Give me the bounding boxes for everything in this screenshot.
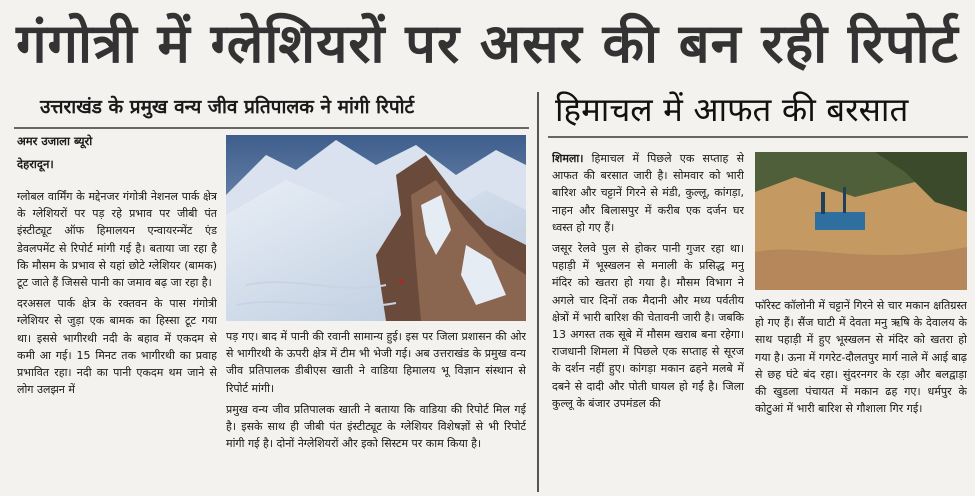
paragraph-text: हिमाचल में पिछले एक सप्ताह से आफत की बरसात जारी है। सोमवार को भारी बारिश और चट्टानें गिरने से मंडी, कुल्लू, कांगड़ा, नाहन और बिलासपुर में करीब एक दर्जन घर ध्वस्त हो गए हैं।: [552, 152, 744, 234]
paragraph: दरअसल पार्क क्षेत्र के रक्तवन के पास गंगोत्री ग्लेशियर से जुड़ा एक बामक का हिस्सा टूट गया था। इससे भागीरथी नदी के बहाव में एकदम से कमी आ गई। 15 मिनट तक भागीरथी का प्रवाह प्रभावित रहा। नदी का पानी एकदम थम जाने से लोग उलझन में: [17, 297, 217, 397]
dateline: देहरादून।: [17, 157, 54, 171]
column-divider: [537, 92, 539, 492]
paragraph: ग्लोबल वार्मिंग के मद्देनजर गंगोत्री नेशनल पार्क क्षेत्र के ग्लेशियरों पर पड़ रहे प्रभाव पर जीबी पंत इंस्टीट्यूट ऑफ हिमालयन एन्वायरन्मेंट एंड डेवलपमेंट से रिपोर्ट मांगी गई है। बताया जा रहा है कि मौसम के प्रभाव से यहां छोटे ग्लेशियर (बामक) टूट जाते हैं जिससे पानी का जमाव बढ़ जा रहा है।: [17, 190, 217, 290]
byline: अमर उजाला ब्यूरो: [17, 134, 93, 148]
story1-subheadline: उत्तराखंड के प्रमुख वन्य जीव प्रतिपालक ने मांगी रिपोर्ट: [40, 96, 415, 118]
paragraph: जसूर रेलवे पुल से होकर पानी गुजर रहा था। पहाड़ी में भूस्खलन से मनाली के प्रसिद्ध मनु मंदिर को खतरा हो गया है। मौसम विभाग ने अगले चार दिनों तक मैदानी और मध्य पर्वतीय क्षेत्रों में भारी बारिश की चेतावनी जारी है। जबकि 13 अगस्त तक सूबे में मौसम खराब बना रहेगा। राजधानी शिमला में पिछले एक सप्ताह से सूरज के दर्शन नहीं हुए। कांगड़ा मकान ढहने मलबे में दबने से दादी और पोती घायल हो गईं है। जिला कुल्लू के बंजार उपमंडल की: [552, 242, 744, 410]
story1-divider: [14, 127, 529, 129]
paragraph: फॉरेस्ट कॉलोनी में चट्टानें गिरने से चार मकान क्षतिग्रस्त हो गए हैं। सैंज घाटी में देवता मनु ऋषि के देवालय के साथ पहाड़ी में हुए भूस्खलन से मंदिर को खतरा हो गया है। ऊना में गगरेट-दौलतपुर मार्ग नाले में आई बाढ़ से छह घंटे बंद रहा। सुंदरनगर के रड़ा और बलद्वाड़ा की खुडला पंचायत में मकान ढह गए। धर्मपुर के कोटुआं में भारी बारिश से गौशाला गिर गई।: [755, 299, 967, 416]
glacier-photo: [226, 135, 526, 321]
paragraph: पड़ गए। बाद में पानी की रवानी सामान्य हुई। इस पर जिला प्रशासन की ओर से भागीरथी के ऊपरी क्षेत्र में टीम भी भेजी गई। अब उत्तराखंड के प्रमुख वन्य जीव प्रतिपालक डीबीएस खाती ने वाडिया हिमालय भू विज्ञान संस्थान से रिपोर्ट मांगी।: [226, 330, 526, 395]
story1-column-2: [226, 328, 526, 493]
story2-column-1: [552, 150, 744, 495]
story2-divider: [548, 136, 968, 138]
story2-column-2: [755, 297, 967, 495]
story2-headline: हिमाचल में आफत की बरसात: [555, 90, 909, 129]
dateline-shimla: शिमला।: [552, 152, 584, 165]
paragraph: प्रमुख वन्य जीव प्रतिपालक खाती ने बताया कि वाडिया की रिपोर्ट मिल गई है। इसके साथ ही जीबी पंत इंस्टीट्यूट के ग्लेशियर विशेषज्ञों से भी रिपोर्ट मांगी गई है। दोनों नेग्लेशियरों और इको सिस्टम पर काम किया है।: [226, 402, 526, 451]
story1-column-1: [17, 188, 217, 493]
flood-photo: [755, 152, 967, 290]
paragraph: [552, 150, 744, 236]
main-headline: गंगोत्री में ग्लेशियरों पर असर की बन रही रिपोर्ट: [16, 12, 959, 75]
